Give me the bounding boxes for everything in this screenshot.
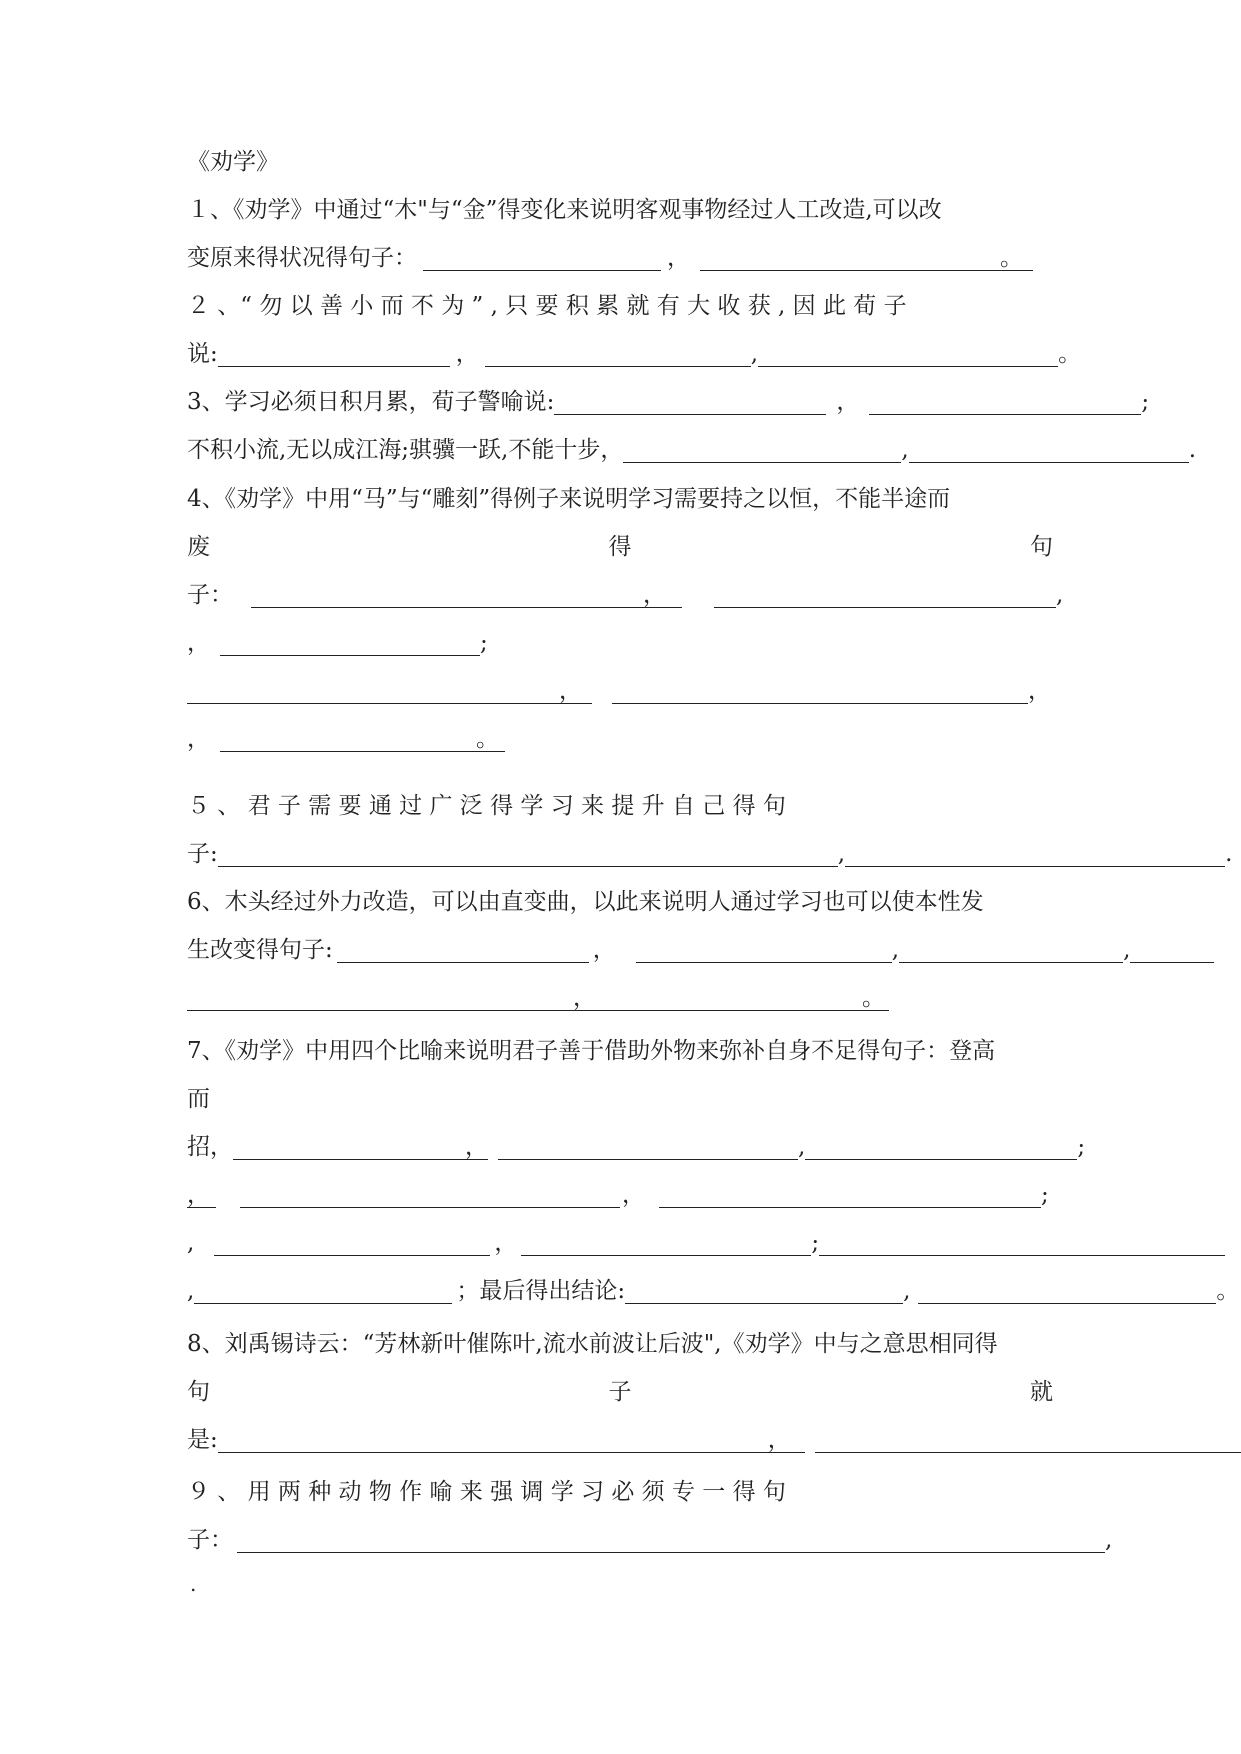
question-5-text: ５ 、 君 子 需 要 通 过 广 泛 得 学 习 来 提 升 自 己 得 句 xyxy=(187,793,786,819)
question-6-answer-line-2: ， 。 xyxy=(187,980,889,1016)
answer-blank[interactable] xyxy=(237,1522,1105,1553)
answer-blank[interactable] xyxy=(218,1422,768,1453)
question-7-answer-line-4: , ；最后得出结论: , 。 xyxy=(187,1273,1239,1309)
answer-blank[interactable] xyxy=(423,240,661,271)
answer-blank[interactable] xyxy=(337,932,589,963)
question-7-text: 7、《劝学》中用四个比喻来说明君子善于借助外物来弥补自身不足得句子：登高 xyxy=(187,1038,996,1064)
answer-blank[interactable] xyxy=(625,1273,903,1304)
page-title: 《劝学》 xyxy=(187,149,279,175)
answer-blank[interactable] xyxy=(214,1225,490,1256)
answer-blank[interactable] xyxy=(240,1177,620,1208)
question-3-text: 3、学习必须日积月累，荀子警喻说: ， ; xyxy=(187,384,1149,420)
question-8-answer-line: 是: ， xyxy=(187,1422,1241,1458)
question-1-text: １、《劝学》中通过“木"与“金”得变化来说明客观事物经过人工改造,可以改 xyxy=(187,197,942,223)
question-7-answer-line-1: 招， ， , ; xyxy=(187,1129,1085,1165)
answer-blank[interactable] xyxy=(194,1273,452,1304)
answer-blank[interactable] xyxy=(612,673,1028,704)
question-7-answer-line-2: ， ， ; xyxy=(187,1177,1049,1213)
answer-blank[interactable] xyxy=(251,577,643,608)
answer-blank[interactable] xyxy=(659,1177,1041,1208)
answer-blank[interactable] xyxy=(700,240,1000,271)
answer-blank[interactable] xyxy=(521,1225,811,1256)
answer-blank[interactable] xyxy=(805,1129,1077,1160)
question-9-text: ９ 、 用 两 种 动 物 作 喻 来 强 调 学 习 必 须 专 一 得 句 xyxy=(187,1479,786,1505)
answer-blank[interactable] xyxy=(636,932,892,963)
answer-blank[interactable] xyxy=(1130,932,1214,963)
question-4-spread-line: 废 得 句 xyxy=(187,534,1053,560)
answer-blank[interactable] xyxy=(187,980,573,1011)
question-9-answer-line: 子： , xyxy=(187,1522,1112,1558)
answer-blank[interactable] xyxy=(819,1225,1225,1256)
answer-blank[interactable] xyxy=(623,432,901,463)
answer-blank[interactable] xyxy=(815,1422,1241,1453)
answer-blank[interactable] xyxy=(220,625,480,656)
question-4-answer-line-3: ， ， xyxy=(187,673,1051,709)
answer-blank[interactable] xyxy=(498,1129,798,1160)
question-1-answer-line: 变原来得状况得句子： ， 。 xyxy=(187,240,1033,276)
answer-blank[interactable] xyxy=(554,384,826,415)
question-7-line-2: 而 xyxy=(187,1086,210,1112)
question-4-answer-line-2: ， ; xyxy=(187,625,488,661)
question-2-text: ２ 、“ 勿 以 善 小 而 不 为 ” , 只 要 积 累 就 有 大 收 获 , 因 此 荀 子 xyxy=(187,293,907,319)
question-8-spread-line: 句 子 就 xyxy=(187,1379,1053,1405)
question-4-text: 4、《劝学》中用“马”与“雕刻”得例子来说明学习需要持之以恒，不能半途而 xyxy=(187,486,951,512)
answer-blank[interactable] xyxy=(909,432,1189,463)
question-2-answer-line: 说: ， , 。 xyxy=(187,336,1081,372)
question-4-answer-line-1: 子： ， , xyxy=(187,577,1063,613)
question-3-answer-line: 不积小流,无以成江海;骐骥一跃,不能十步， , . xyxy=(187,432,1196,468)
answer-blank[interactable] xyxy=(918,1273,1216,1304)
answer-blank[interactable] xyxy=(758,336,1058,367)
answer-blank[interactable] xyxy=(218,836,838,867)
answer-blank[interactable] xyxy=(714,577,1056,608)
answer-blank[interactable] xyxy=(218,336,450,367)
answer-blank[interactable] xyxy=(899,932,1123,963)
question-7-answer-line-3: , ， ; xyxy=(187,1225,1225,1261)
question-6-answer-line-1: 生改变得句子: ， , , xyxy=(187,932,1214,968)
answer-blank[interactable] xyxy=(485,336,751,367)
answer-blank[interactable] xyxy=(233,1129,465,1160)
question-5-answer-line: 子: , . xyxy=(187,836,1232,872)
answer-blank[interactable] xyxy=(220,721,476,752)
answer-blank[interactable] xyxy=(869,384,1141,415)
question-8-text: 8、刘禹锡诗云：“芳林新叶催陈叶,流水前波让后波",《劝学》中与之意思相同得 xyxy=(187,1331,998,1357)
question-4-answer-line-4: ， 。 xyxy=(187,721,505,757)
question-6-text: 6、木头经过外力改造，可以由直变曲，以此来说明人通过学习也可以使本性发 xyxy=(187,889,984,915)
answer-blank[interactable] xyxy=(596,980,862,1011)
answer-blank[interactable] xyxy=(187,673,559,704)
trailing-dot: . xyxy=(190,1572,197,1596)
answer-blank[interactable] xyxy=(845,836,1225,867)
